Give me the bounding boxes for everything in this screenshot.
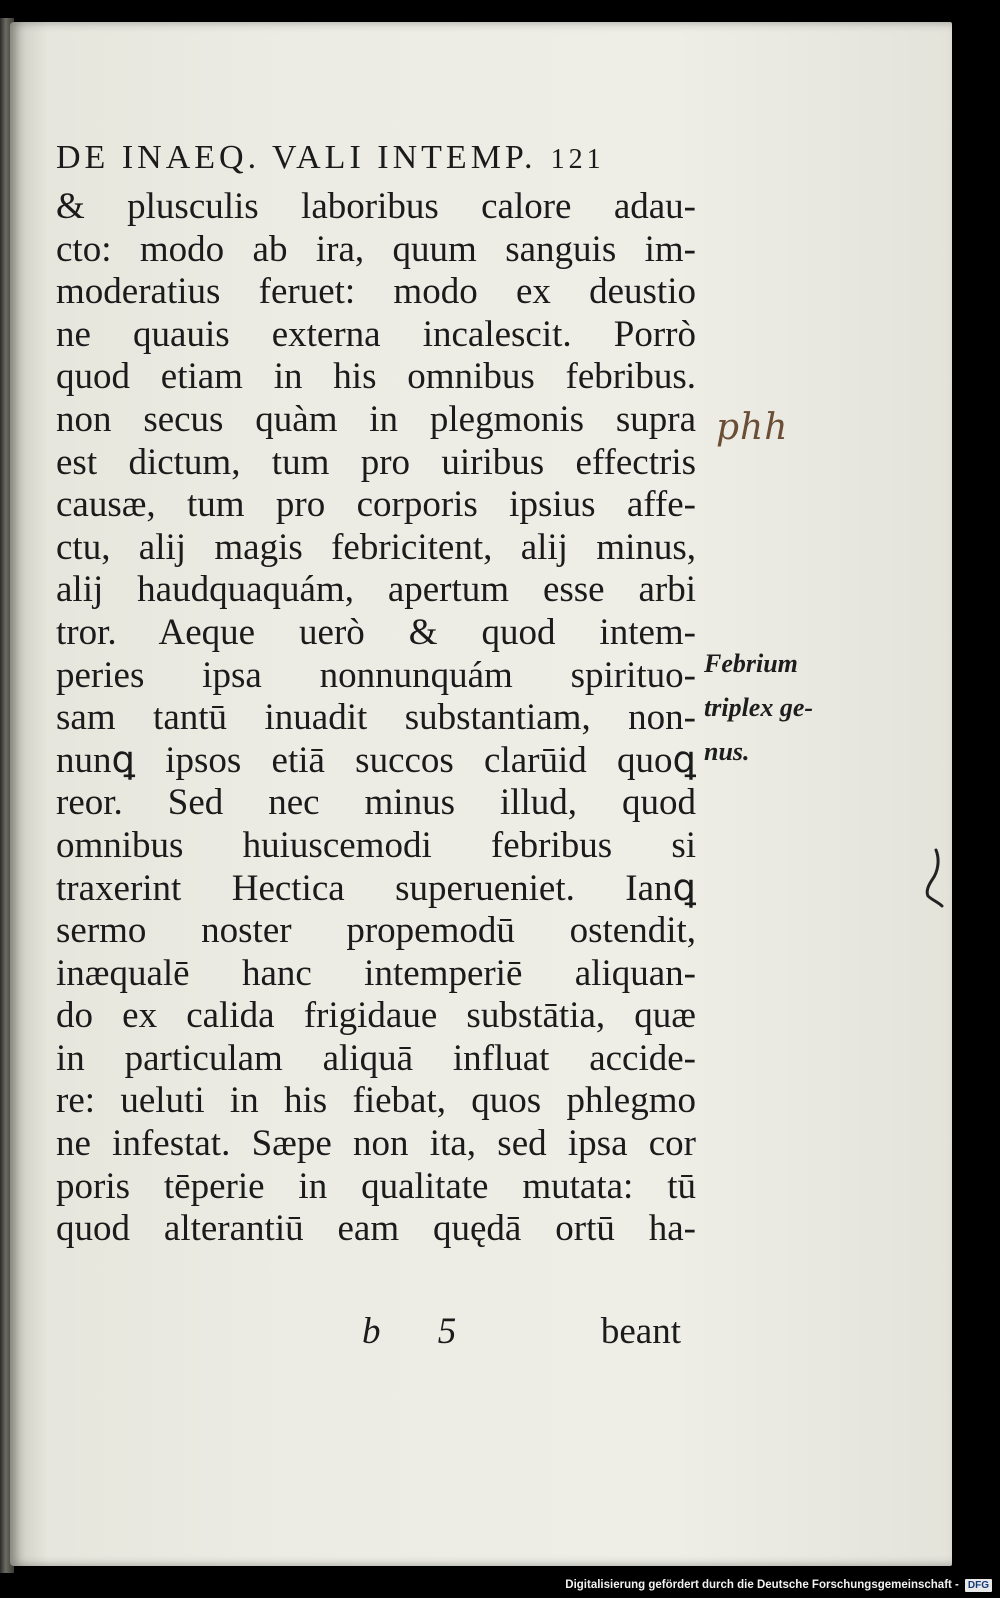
main-text-block xyxy=(56,130,696,1251)
text-line: in particulam aliquā influat accide- xyxy=(56,1037,696,1079)
text-line: causæ, tum pro corporis ipsius affe- xyxy=(56,484,696,526)
text-line: moderatius feruet: modo ex deustio xyxy=(56,271,696,313)
text-line: sermo noster propemodū ostendit, xyxy=(56,910,696,952)
text-line: & plusculis laboribus calore adau- xyxy=(56,186,696,227)
text-line: omnibus huiuscemodi febribus si xyxy=(56,824,696,866)
text-line: inæqualē hanc intemperiē aliquan- xyxy=(56,952,696,994)
text-line: nunꝗ ipsos etiā succos clarūid quoꝗ xyxy=(56,739,696,781)
handwritten-bracket-mark xyxy=(922,848,944,908)
running-head xyxy=(56,130,696,186)
text-line: traxerint Hectica superueniet. Ianꝗ xyxy=(56,867,696,909)
catchword: beant xyxy=(600,1311,681,1352)
handwritten-annotation: phh xyxy=(716,407,789,448)
text-line: do ex calida frigidaue substātia, quæ xyxy=(56,995,696,1037)
page-footer xyxy=(56,1310,681,1360)
marginal-note-line: nus. xyxy=(704,737,750,766)
text-line: quod etiam in his omnibus febribus. xyxy=(56,356,696,398)
signature-mark: b 5 xyxy=(362,1311,481,1352)
text-line: est dictum, tum pro uiribus effectris xyxy=(56,441,696,483)
digitization-credit xyxy=(565,1574,992,1596)
dfg-logo: DFG xyxy=(965,1579,992,1592)
text-line: ne infestat. Sæpe non ita, sed ipsa cor xyxy=(56,1123,696,1165)
text-line: sam tantū inuadit substantiam, non- xyxy=(56,697,696,739)
text-line: quod alterantiū eam quędā ortū ha- xyxy=(56,1208,696,1250)
credit-text: Digitalisierung gefördert durch die Deutsche Forschungsgemeinschaft - xyxy=(565,1579,959,1591)
book-page xyxy=(10,22,952,1566)
marginal-note-line: Febrium xyxy=(704,649,798,678)
folio-number: 121 xyxy=(550,144,605,175)
text-line: non secus quàm in plegmonis supra xyxy=(56,398,696,440)
marginal-note-line: triplex ge- xyxy=(704,693,814,722)
text-line: reor. Sed nec minus illud, quod xyxy=(56,782,696,824)
text-line: ne quauis externa incalescit. Porrò xyxy=(56,313,696,355)
text-line: tror. Aeque uerò & quod intem- xyxy=(56,611,696,653)
text-line: cto: modo ab ira, quum sanguis im- xyxy=(56,228,696,270)
text-line: re: ueluti in his fiebat, quos phlegmo xyxy=(56,1080,696,1122)
text-line: ctu, alij magis febricitent, alij minus, xyxy=(56,526,696,568)
text-line: poris tēperie in qualitate mutata: tū xyxy=(56,1165,696,1207)
marginal-note xyxy=(704,642,844,774)
text-line: alij haudquaquám, apertum esse arbi xyxy=(56,569,696,611)
running-head-title: DE INAEQ. VALI INTEMP. xyxy=(56,139,537,176)
text-line: peries ipsa nonnunquám spirituo- xyxy=(56,654,696,696)
